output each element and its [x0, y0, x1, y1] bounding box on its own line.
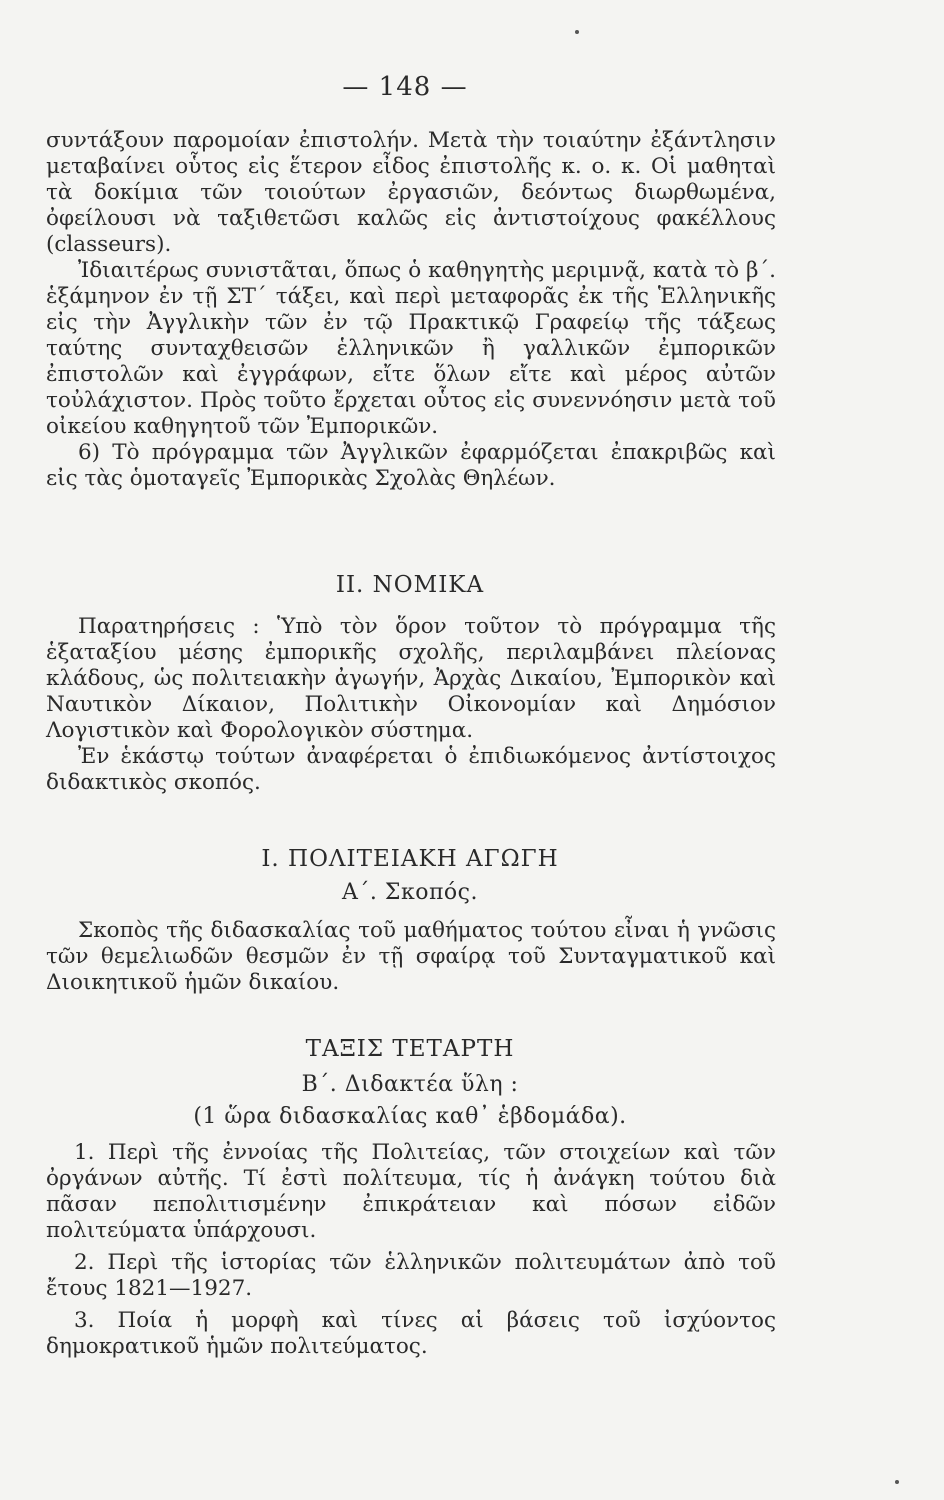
section-i-block — [46, 918, 776, 996]
section-ii-block — [46, 614, 776, 796]
section-ii-paragraph-2: Ἐν ἑκάστῳ τούτων ἀναφέρεται ὁ ἐπιδιωκόμενος ἀντίστοιχος διδακτικὸς σκοπός. — [46, 744, 776, 795]
ink-speck — [575, 30, 579, 34]
list-item: 2. Περὶ τῆς ἱστορίας τῶν ἑλληνικῶν πολιτευμάτων ἀπὸ τοῦ ἔτους 1821—1927. — [46, 1250, 776, 1301]
section-i-subtitle: Α΄. Σκοπός. — [342, 880, 478, 905]
section-ii-title: ΙΙ. ΝΟΜΙΚΑ — [335, 572, 485, 598]
intro-block — [46, 128, 776, 492]
class-iv-items — [46, 1140, 776, 1360]
section-i-title: Ι. ΠΟΛΙΤΕΙΑΚΗ ΑΓΩΓΗ — [261, 846, 559, 872]
page-number: — 148 — — [342, 72, 468, 102]
intro-paragraph-2: Ἰδιαιτέρως συνιστᾶται, ὅπως ὁ καθηγητὴς μεριμνᾷ, κατὰ τὸ β΄. ἑξάμηνον ἐν τῇ ΣΤ΄ τάξει, καὶ περὶ μεταφορᾶς ἐκ τῆς Ἑλληνικῆς εἰς τὴν Ἀγγλικὴν τῶν ἐν τῷ Πρακτικῷ Γραφείῳ τῆς τάξεως ταύτης συνταχθεισῶν ἑλληνικῶν ἢ γαλλικῶν ἐμπορικῶν ἐπιστολῶν καὶ ἐγγράφων, εἴτε ὅλων εἴτε καὶ μέρος αὐτῶν τοὐλάχιστον. Πρὸς τοῦτο ἔρχεται οὗτος εἰς συνεννόησιν μετὰ τοῦ οἰκείου καθηγητοῦ τῶν Ἐμπορικῶν. — [46, 258, 776, 439]
list-item: 1. Περὶ τῆς ἐννοίας τῆς Πολιτείας, τῶν στοιχείων καὶ τῶν ὀργάνων αὐτῆς. Τί ἐστὶ πολίτευμα, τίς ἡ ἀνάγκη τούτου διὰ πᾶσαν πεπολιτισμένην ἐπικράτειαν καὶ πόσων εἰδῶν πολιτεύματα ὑπάρχουσι. — [46, 1140, 776, 1243]
ink-speck — [895, 1480, 899, 1484]
list-item: 3. Ποία ἡ μορφὴ καὶ τίνες αἱ βάσεις τοῦ ἰσχύοντος δημοκρατικοῦ ἡμῶν πολιτεύματος. — [46, 1308, 776, 1359]
section-i-paragraph-1: Σκοπὸς τῆς διδασκαλίας τοῦ μαθήματος τούτου εἶναι ἡ γνῶσις τῶν θεμελιωδῶν θεσμῶν ἐν τῇ σφαίρᾳ τοῦ Συνταγματικοῦ καὶ Διοικητικοῦ ἡμῶν δικαίου. — [46, 918, 776, 995]
class-iv-subtitle: Β΄. Διδακτέα ὕλη : — [301, 1072, 519, 1097]
intro-paragraph-3: 6) Τὸ πρόγραμμα τῶν Ἀγγλικῶν ἐφαρμόζεται ἐπακριβῶς καὶ εἰς τὰς ὁμοταγεῖς Ἐμπορικὰς Σχολὰς Θηλέων. — [46, 440, 776, 491]
class-iv-hours: (1 ὥρα διδασκαλίας καθ᾽ ἑβδομάδα). — [193, 1104, 627, 1129]
section-ii-paragraph-1: Παρατηρήσεις : Ὑπὸ τὸν ὅρον τοῦτον τὸ πρόγραμμα τῆς ἑξαταξίου μέσης ἐμπορικῆς σχολῆς, περιλαμβάνει πλείονας κλάδους, ὡς πολιτειακὴν ἀγωγήν, Ἀρχὰς Δικαίου, Ἐμπορικὸν καὶ Ναυτικὸν Δίκαιον, Πολιτικὴν Οἰκονομίαν καὶ Δημόσιον Λογιστικὸν καὶ Φορολογικὸν σύστημα. — [46, 614, 776, 743]
class-iv-title: ΤΑΞΙΣ ΤΕΤΑΡΤΗ — [305, 1036, 515, 1062]
intro-paragraph-1: συντάξουν παρομοίαν ἐπιστολήν. Μετὰ τὴν τοιαύτην ἐξάντλησιν μεταβαίνει οὗτος εἰς ἕτερον εἶδος ἐπιστολῆς κ. ο. κ. Οἱ μαθηταὶ τὰ δοκίμια τῶν τοιούτων ἐργασιῶν, δεόντως διωρθωμένα, ὀφείλουσι νὰ ταξιθετῶσι καλῶς εἰς ἀντιστοίχους φακέλλους (classeurs). — [46, 128, 776, 257]
